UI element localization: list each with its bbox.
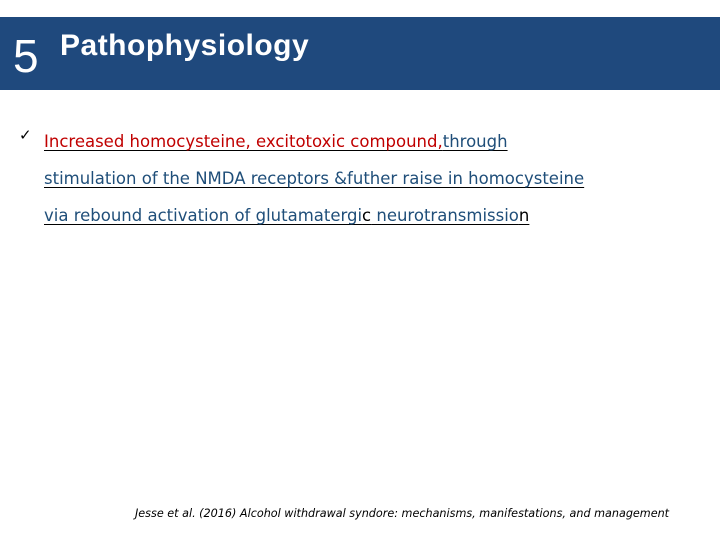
slide-number: 5 xyxy=(13,30,39,82)
bullet-item xyxy=(14,123,704,234)
bullet-text-black-2: n xyxy=(518,206,530,225)
bullet-text-black-1: c xyxy=(362,206,372,225)
slide-title: Pathophysiology xyxy=(60,29,310,62)
bullet-text xyxy=(44,123,604,234)
bullet-text-red: Increased homocysteine, excitotoxic compound, xyxy=(44,132,443,151)
bullet-text-blue-2: neurotransmissio xyxy=(371,206,519,225)
title-bar xyxy=(0,17,720,90)
checkmark-icon: ✓ xyxy=(19,126,32,144)
bullet-text-blue-1: through stimulation of the NMDA receptors &futher raise in homocysteine via rebound activation of glutamatergi xyxy=(44,132,585,225)
citation: Jesse et al. (2016) Alcohol withdrawal syndore: mechanisms, manifestations, and management xyxy=(135,507,670,520)
top-strip xyxy=(0,0,720,18)
